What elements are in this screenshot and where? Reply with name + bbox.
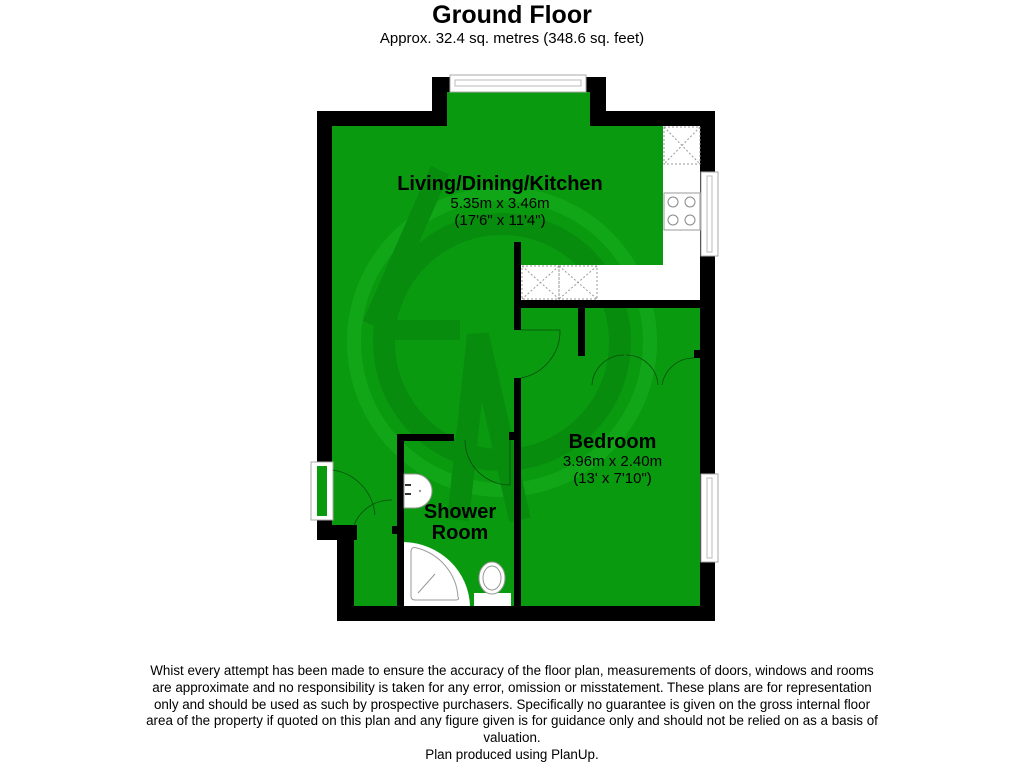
room-label-living [360,174,640,229]
floor-area: Approx. 32.4 sq. metres (348.6 sq. feet) [379,30,645,47]
plan-credit: Plan produced using PlanUp. [425,746,599,762]
disclaimer [140,663,884,764]
window-bedroom [701,474,718,562]
room-label-shower-room [405,502,515,544]
window-entrance [311,462,333,520]
room-name: Living/Dining/Kitchen [397,173,603,195]
window-top [450,75,586,92]
room-name-line1: Shower [423,501,497,523]
disclaimer-text: Whist every attempt has been made to ensure the accuracy of the floor plan, measurements of doors, windows and rooms are approximate and no responsibility is taken for any error, omission or misstatement. These plans are for representation only and should be used as such by prospective purchasers. Specifically no guarantee is given on the gross internal floor area of the property if quoted on this plan and any figure given is for guidance only and should not be relied on as a basis of valuation. [146,663,878,746]
room-dimensions-imperial: (17'6" x 11'4") [454,212,546,229]
room-dimensions-metric: 3.96m x 2.40m [562,453,663,470]
window-kitchen [701,172,718,256]
floor-title: Ground Floor [432,1,592,29]
room-dimensions-imperial: (13' x 7'10") [573,470,652,487]
room-label-bedroom [530,432,695,487]
room-dimensions-metric: 5.35m x 3.46m [450,195,550,212]
room-name-line2: Room [431,522,489,544]
room-name: Bedroom [568,431,657,453]
